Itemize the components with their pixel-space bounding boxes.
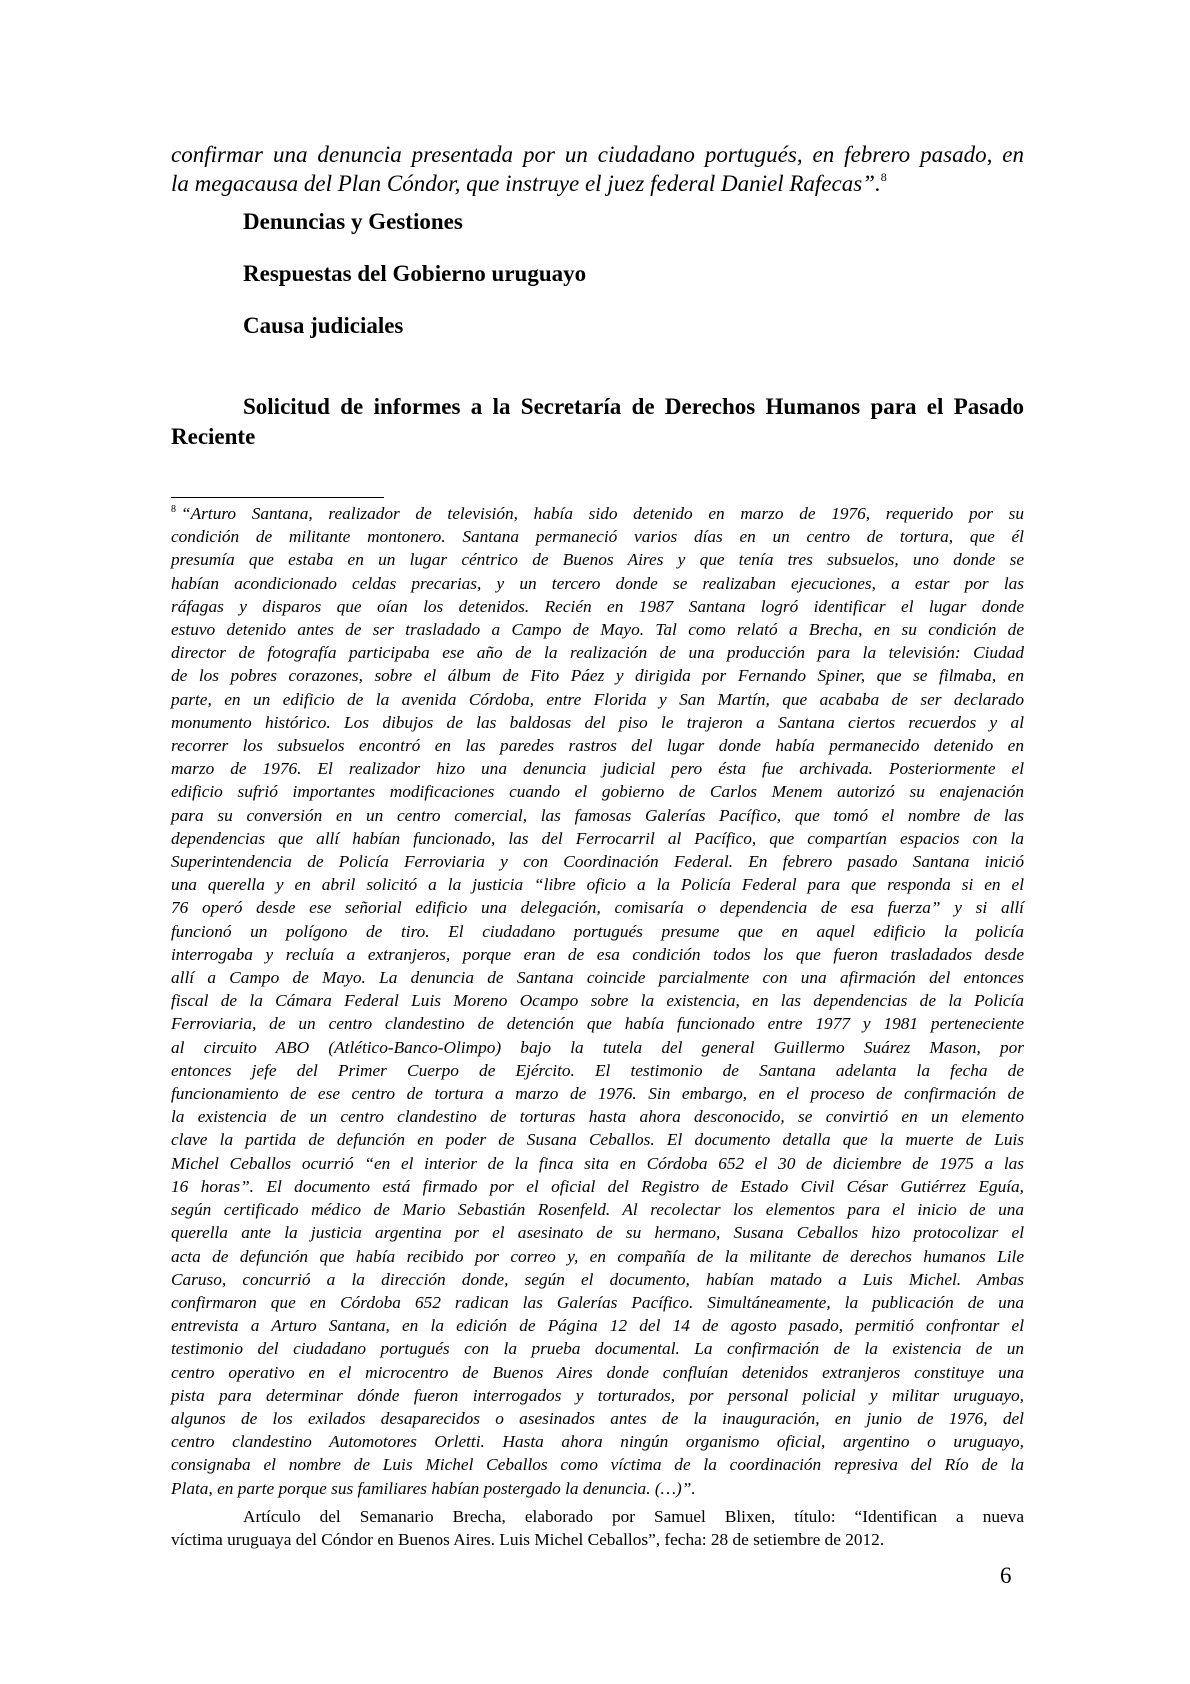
footnote-line-text: interrogaba y recluía a extranjeros, porque eran de esa condición todos los que fueron trasladados desde — [171, 944, 1024, 964]
footnote-line-text: estuvo detenido antes de ser trasladado a Campo de Mayo. Tal como relató a Brecha, en su condición de — [171, 620, 1024, 640]
footnote-line — [171, 1407, 1024, 1430]
footnote-line-text: habían acondicionado celdas precarias, y un tercero donde se realizaban ejecuciones, a estar por las — [171, 573, 1024, 593]
footnote-line-text: Michel Ceballos ocurrió “en el interior de la finca sita en Córdoba 652 el 30 de diciembre de 1975 a las — [171, 1153, 1024, 1173]
footnote-line — [171, 502, 1024, 525]
footnote-line-text: funcionó un polígono de tiro. El ciudadano portugués presume que en aquel edificio la policía — [171, 921, 1024, 941]
footnote-line — [171, 896, 1024, 919]
footnote-line — [171, 757, 1024, 780]
section-heading-respuestas: Respuestas del Gobierno uruguayo — [243, 261, 587, 286]
footnote-line-text: funcionamiento de ese centro de tortura a marzo de 1976. Sin embargo, en el proceso de confirmación de — [171, 1084, 1024, 1104]
footnote-line — [171, 711, 1024, 734]
footnote-line — [171, 1268, 1024, 1291]
footnote-line — [171, 1221, 1024, 1244]
footnote-line — [171, 920, 1024, 943]
footnote-line-text: fiscal de la Cámara Federal Luis Moreno Ocampo sobre la existencia, en las dependencias de la Policía — [171, 991, 1024, 1011]
footnote-line-text: pista para determinar dónde fueron interrogados y torturados, por personal policial y militar uruguayo, — [171, 1385, 1024, 1405]
footnote-line — [171, 1012, 1024, 1035]
footnote-line — [171, 873, 1024, 896]
footnote-reference[interactable]: 8 — [880, 170, 887, 184]
footnote-line-text: 16 horas”. El documento está firmado por el oficial del Registro de Estado Civil César Gutiérrez Eguía, — [171, 1176, 1024, 1196]
footnote-separator — [171, 497, 384, 498]
footnote-line — [171, 1245, 1024, 1268]
intro-line: confirmar una denuncia presentada por un ciudadano portugués, en febrero pasado, en — [171, 142, 1024, 167]
source-line: Artículo del Semanario Brecha, elaborado por Samuel Blixen, título: “Identifican a nueva — [243, 1507, 1024, 1526]
footnote-line-text: algunos de los exilados desaparecidos o asesinados antes de la inauguración, en junio de 1976, del — [171, 1408, 1024, 1428]
footnote-line — [171, 1291, 1024, 1314]
footnote-line — [171, 989, 1024, 1012]
section-heading-denuncias: Denuncias y Gestiones — [243, 209, 463, 234]
footnote-line-text: marzo de 1976. El realizador hizo una denuncia judicial pero ésta fue archivada. Posteriormente el — [171, 759, 1024, 779]
source-line: víctima uruguaya del Cóndor en Buenos Aires. Luis Michel Ceballos”, fecha: 28 de setiembre de 2012. — [171, 1530, 885, 1550]
footnote-line-text: clave la partida de defunción en poder de Susana Ceballos. El documento detalla que la muerte de Luis — [171, 1130, 1024, 1150]
footnote-line-text: una querella y en abril solicitó a la justicia “libre oficio a la Policía Federal para que responda si en el — [171, 875, 1024, 895]
footnote-line-text: confirmaron que en Córdoba 652 radican las Galerías Pacífico. Simultáneamente, la publicación de una — [171, 1292, 1024, 1312]
footnote-line — [171, 1453, 1024, 1476]
footnote-line-text: al circuito ABO (Atlético-Banco-Olimpo) bajo la tutela del general Guillermo Suárez Mason, por — [171, 1037, 1024, 1057]
document-page — [171, 0, 1024, 1684]
footnote-line — [171, 1337, 1024, 1360]
footnote-line — [171, 1105, 1024, 1128]
footnote-line-text: consignaba el nombre de Luis Michel Ceballos como víctima de la coordinación represiva del Río de la — [171, 1455, 1024, 1475]
footnote-line-text: edificio sufrió importantes modificaciones cuando el gobierno de Carlos Menem autorizó su enajenación — [171, 782, 1024, 802]
footnote-line-text: centro clandestino Automotores Orletti. Hasta ahora ningún organismo oficial, argentino o uruguayo, — [171, 1432, 1024, 1452]
footnote-line-text: querella ante la justicia argentina por el asesinato de su hermano, Susana Ceballos hizo protocolizar el — [171, 1223, 1024, 1243]
footnote-line — [171, 1036, 1024, 1059]
footnote-line-text: entrevista a Arturo Santana, en la edición de Página 12 del 14 de agosto pasado, permitió confrontar el — [171, 1316, 1024, 1336]
footnote-line — [171, 1152, 1024, 1175]
section-heading-solicitud — [171, 392, 1024, 452]
footnote-line-text: monumento histórico. Los dibujos de las baldosas del piso le trajeron a Santana ciertos recuerdos y al — [171, 712, 1024, 732]
footnote-line-text: Caruso, concurrió a la dirección donde, según el documento, habían matado a Luis Michel. Ambas — [171, 1269, 1024, 1289]
footnote-line-text: testimonio del ciudadano portugués con la prueba documental. La confirmación de la existencia de un — [171, 1339, 1024, 1359]
intro-line — [171, 169, 1024, 198]
footnote-line-text: la existencia de un centro clandestino de torturas hasta ahora desconocido, se convirtió en un elemento — [171, 1107, 1024, 1127]
footnote-line — [171, 1384, 1024, 1407]
footnote — [171, 502, 1024, 1500]
footnote-line-text: acta de defunción que había recibido por correo y, en compañía de la militante de derechos humanos Lile — [171, 1246, 1024, 1266]
section-heading-causa: Causa judiciales — [243, 313, 404, 338]
footnote-line-text: 76 operó desde ese señorial edificio una delegación, comisaría o dependencia de esa fuerza” y si allí — [171, 898, 1024, 918]
footnote-line-text: centro operativo en el microcentro de Buenos Aires donde confluían detenidos extranjeros constituye una — [171, 1362, 1024, 1382]
footnote-line-text: de los pobres corazones, sobre el álbum de Fito Páez y dirigida por Fernando Spiner, que se filmaba, en — [171, 666, 1024, 686]
footnote-line-text: entonces jefe del Primer Cuerpo de Ejército. El testimonio de Santana adelanta la fecha de — [171, 1060, 1024, 1080]
footnote-line — [171, 641, 1024, 664]
footnote-line — [171, 1430, 1024, 1453]
heading-line: Solicitud de informes a la Secretaría de Derechos Humanos para el Pasado — [243, 394, 1024, 419]
footnote-line-text: Plata, en parte porque sus familiares habían postergado la denuncia. (…)”. — [171, 1478, 696, 1498]
intro-paragraph — [171, 140, 1024, 198]
footnote-line — [171, 548, 1024, 571]
footnote-line-text: según certificado médico de Mario Sebastián Rosenfeld. Al recolectar los elementos para el inicio de una — [171, 1200, 1024, 1220]
footnote-line — [171, 943, 1024, 966]
footnote-line — [171, 688, 1024, 711]
footnote-line — [171, 664, 1024, 687]
heading-line: Reciente — [171, 424, 256, 449]
footnote-line-text: parte, en un edificio de la avenida Córdoba, entre Florida y San Martín, que acababa de ser declarado — [171, 689, 1024, 709]
footnote-line — [171, 1082, 1024, 1105]
footnote-line — [171, 780, 1024, 803]
intro-line-text: la megacausa del Plan Cóndor, que instruye el juez federal Daniel Rafecas”. — [171, 171, 881, 196]
footnote-line — [171, 827, 1024, 850]
footnote-line-text: para su conversión en un centro comercial, las famosas Galerías Pacífico, que tomó el nombre de las — [171, 805, 1024, 825]
footnote-line-text: ráfagas y disparos que oían los detenidos. Recién en 1987 Santana logró identificar el lugar donde — [171, 596, 1024, 616]
source-citation — [171, 1505, 1024, 1551]
footnote-line-text: director de fotografía participaba ese año de la realización de una producción para la televisión: Ciudad — [171, 643, 1024, 663]
footnote-line — [171, 595, 1024, 618]
footnote-line — [171, 572, 1024, 595]
footnote-line-text: recorrer los subsuelos encontró en las paredes rastros del lugar donde había permanecido detenido en — [171, 736, 1024, 756]
footnote-line-text: “Arturo Santana, realizador de televisión, había sido detenido en marzo de 1976, requerido por su — [181, 504, 1024, 523]
footnote-line — [171, 1314, 1024, 1337]
footnote-line — [171, 804, 1024, 827]
footnote-mark: 8 — [171, 504, 176, 515]
footnote-line — [171, 1128, 1024, 1151]
footnote-line — [171, 1477, 1024, 1500]
footnote-line — [171, 1175, 1024, 1198]
footnote-line — [171, 1198, 1024, 1221]
footnote-line-text: Superintendencia de Policía Ferroviaria y con Coordinación Federal. En febrero pasado Santana inició — [171, 852, 1024, 872]
footnote-line-text: allí a Campo de Mayo. La denuncia de Santana coincide parcialmente con una afirmación del entonces — [171, 968, 1024, 988]
footnote-line — [171, 850, 1024, 873]
footnote-line — [171, 618, 1024, 641]
footnote-line-text: presumía que estaba en un lugar céntrico de Buenos Aires y que tenía tres subsuelos, uno donde se — [171, 550, 1024, 570]
footnote-line — [171, 966, 1024, 989]
footnote-line-text: condición de militante montonero. Santana permaneció varios días en un centro de tortura, que él — [171, 527, 1024, 547]
footnote-line-text: Ferroviaria, de un centro clandestino de detención que había funcionado entre 1977 y 1981 perteneciente — [171, 1014, 1024, 1034]
footnote-line — [171, 1361, 1024, 1384]
page-number: 6 — [1000, 1563, 1012, 1588]
footnote-line — [171, 734, 1024, 757]
footnote-line — [171, 525, 1024, 548]
footnote-line — [171, 1059, 1024, 1082]
footnote-line-text: dependencias que allí habían funcionado, las del Ferrocarril al Pacífico, que compartían espacios con la — [171, 828, 1024, 848]
